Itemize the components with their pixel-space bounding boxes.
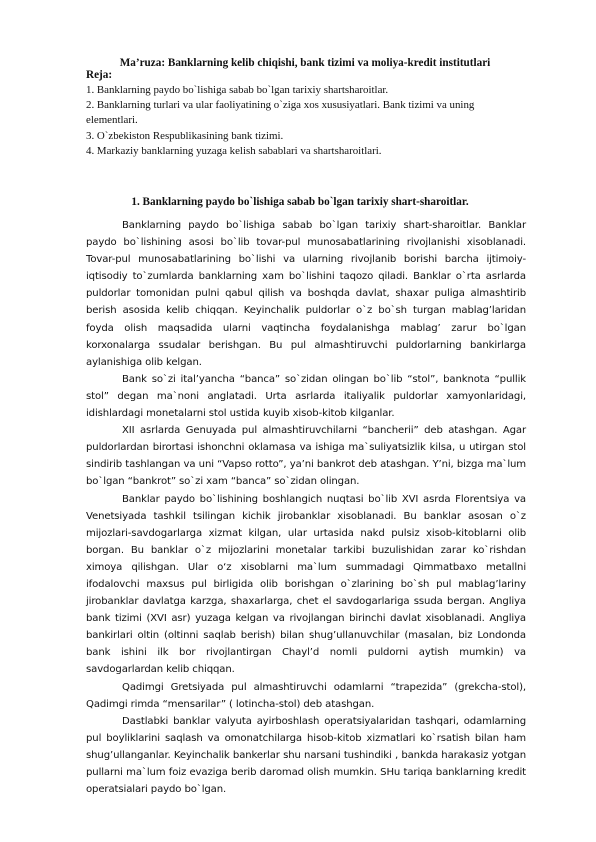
plan-item: 4. Markaziy banklarning yuzaga kelish sabablari va shartsharoitlari. [86, 144, 382, 157]
section-title: 1. Banklarning paydo bo`lishiga sabab bo`lgan tarixiy shart-sharoitlar. [131, 196, 469, 208]
body-text [86, 217, 526, 798]
paragraph: Qadimgi Gretsiyada pul almashtiruvchi odamlarni “trapezida” (grekcha-stol), Qadimgi rimda “mensarilar” ( lotincha-stol) deb atashgan. [86, 681, 526, 710]
paragraph: Bank so`zi ital’yancha “banca” so`zidan olingan bo`lib “stol”, banknota “pullik stol” degan ma`noni anglatadi. Urta asrlarda italiyalik puldorlar xamyonlaridagi, idishlardagi monetalarni stol ustida kuyib xisob-kitob kilganlar. [86, 373, 526, 420]
plan-list [86, 83, 526, 159]
plan-item: 3. O`zbekiston Respublikasining bank tizimi. [86, 129, 284, 142]
plan-heading: Reja: [86, 69, 113, 81]
paragraph: Dastlabki banklar valyuta ayirboshlash operatsiyalaridan tashqari, odamlarning pul boyliklarini saqlash va omonatchilarga hisob-kitob xizmatlari ko`rsatish bilan ham shug’ullanganlar. Keyinchalik bankerlar shu narsani tushindiki , bankda harakasiz yotgan pullarni ma`lum foiz evaziga berib daromad olish mumkin. SHu tariqa banklarning kredit operatsialari paydo bo`lgan. [86, 715, 526, 796]
paragraph: Banklarning paydo bo`lishiga sabab bo`lgan tarixiy shart-sharoitlar. Banklar paydo bo`lishining asosi bo`lib tovar-pul munosabatlarining rivojlanishi xisoblanadi. Tovar-pul munosabatlarining bo`lishi va ularning rivojlanib borishi barcha ijtimoiy-iqtisodiy to`zumlarda banklarning xam bo`lishini taqozo qiladi. Banklar o`rta asrlarda puldorlar tomonidan pulni qabul qilish va boshqda davlat, shaxar puliga almashtirib berish asosida kelib chiqqan. Keyinchalik puldorlar o`z bo`sh turgan mablag’laridan foyda olish maqsadida ularni vaqtincha foydalanishga mablag’ zarur bo`lgan korxonalarga ssudalar berishgan. Bu pul almashtiruvchi puldorlarning bankirlarga aylanishiga olib kelgan. [86, 220, 526, 368]
paragraph: Banklar paydo bo`lishining boshlangich nuqtasi bo`lib XVI asrda Florentsiya va Venetsiyada tashkil tsilingan kichik jirobanklar xisoblanadi. Bu banklar asosan o`z mijozlari-savdogarlarga xizmat kilgan, ular urtasida nakd pulsiz xisob-kitoblarni olib borgan. Bu banklar o`z mijozlarini monetalar tarkibi buzulishidan zarar ko`rishdan ximoya qilishgan. Ular o‘z xisoblarni ma`lum summadagi Qimmatbaxo metallni ifodalovchi maxsus pul birligida olib borishgan o`zlarining bo`sh pul mablag’lariny jirobanklar davlatga karzga, shaxarlarga, chet el savdogarlariga ssuda bergan. Angliya bank tizimi (XVI asr) yuzaga kelgan va rivojlangan birinchi davlat xisoblanadi. Angliya bankirlari oltin (oltinni saqlab berish) bilan shug’ullanuvchilar (masalan, biz Londonda bank ishini ilk bor rivojlantirgan Chayl’d nomli puldorni aytish mumkin) va savdogarlardan kelib chiqqan. [86, 493, 526, 676]
paragraph: XII asrlarda Genuyada pul almashtiruvchilarni “bancherii” deb atashgan. Agar puldorlardan birortasi ishonchni oklamasa va ishiga ma`suliyatsizlik kilsa, u utirgan stol sindirib tashlangan va uni “Vapso rotto”, ya’ni bankrot deb atashgan. Y’ni, bizga ma`lum bo`lgan “bankrot” so`zi xam “banca” so`zidan olingan. [86, 425, 526, 488]
plan-item: 2. Banklarning turlari va ular faoliyatining o`ziga xos xususiyatlari. Bank tizimi va uning elementlari. [86, 99, 475, 127]
plan-item: 1. Banklarning paydo bo`lishiga sabab bo`lgan tarixiy shartsharoitlar. [86, 84, 389, 96]
lecture-title: Ma’ruza: Banklarning kelib chiqishi, bank tizimi va moliya-kredit institutlari [119, 57, 491, 69]
